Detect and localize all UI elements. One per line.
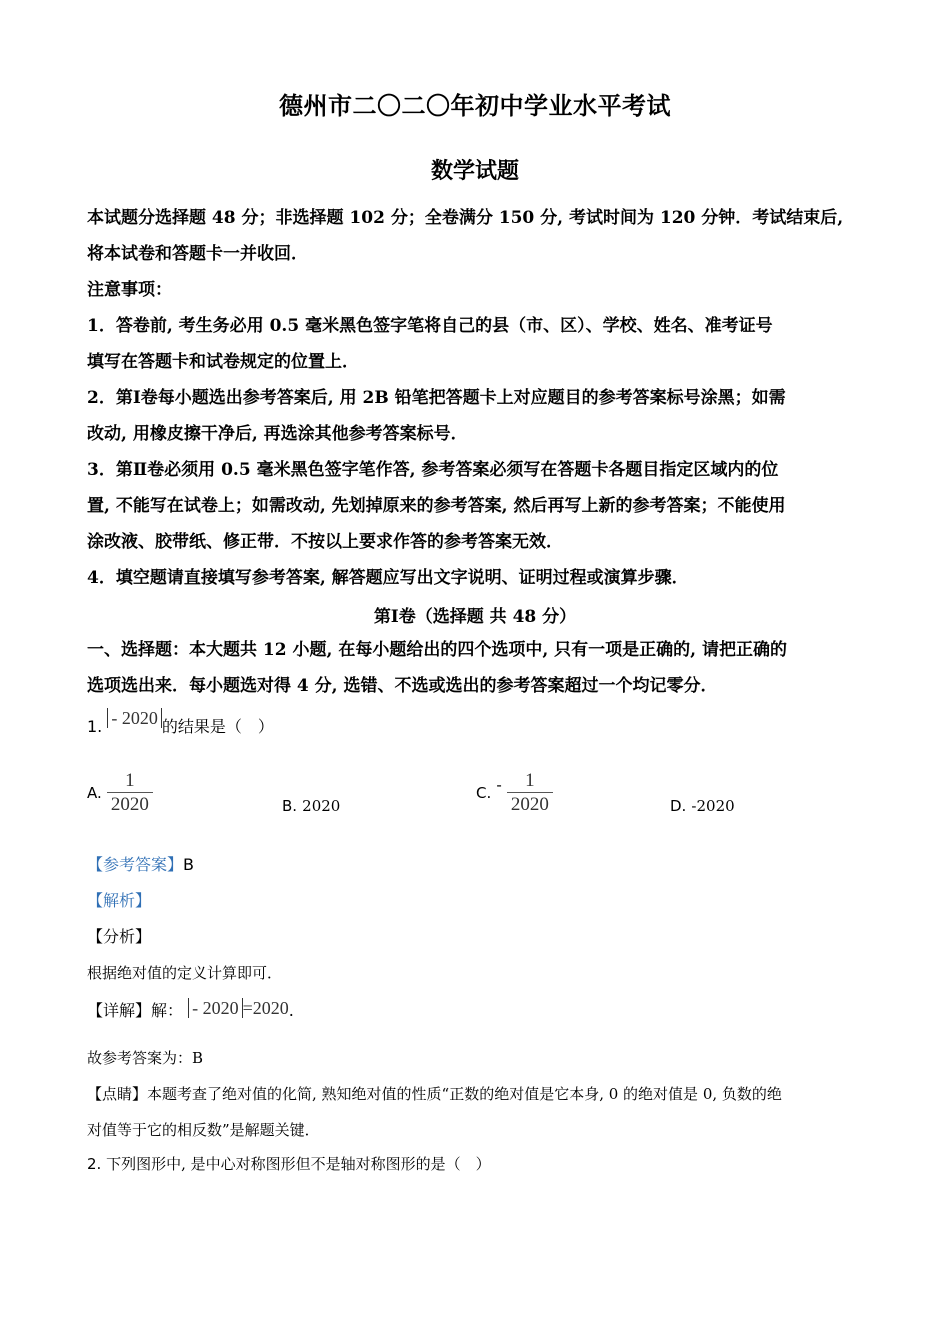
intro-paragraph — [87, 200, 872, 272]
option-a-denominator: 2020 — [107, 792, 153, 817]
question-2 — [87, 1153, 491, 1174]
question-1 — [87, 708, 274, 737]
comment-block — [87, 1076, 872, 1148]
question-1-expression: - 2020 — [107, 708, 162, 728]
question-2-number: 2. — [87, 1155, 102, 1173]
option-c-sign: - — [496, 775, 502, 794]
detail-tag: 【详解】解： — [87, 1001, 184, 1020]
page-title: 德州市二〇二〇年初中学业水平考试 — [279, 91, 671, 120]
part-title: 第Ⅰ卷（选择题 共 48 分） — [373, 607, 577, 627]
note-1-line-1: 1．答卷前, 考生务必用 0.5 毫米黑色签字笔将自己的县（市、区）、学校、姓名、准考证号 — [87, 316, 773, 336]
answer-line — [87, 847, 872, 883]
notes-block — [87, 272, 872, 596]
option-d-value: -2020 — [691, 797, 735, 815]
question-2-text: 下列图形中, 是中心对称图形但不是轴对称图形的是（ ） — [106, 1155, 491, 1173]
comment-line-2: 对值等于它的相反数”是解题关键． — [87, 1121, 320, 1139]
option-b[interactable] — [282, 796, 340, 815]
section-heading-line-1: 一、选择题：本大题共 12 小题, 在每小题给出的四个选项中, 只有一项是正确的, 请把正确的 — [87, 640, 788, 660]
conclusion: 故参考答案为：B — [87, 1049, 204, 1067]
option-c-label: C. — [476, 784, 492, 802]
option-c-fraction — [507, 770, 553, 817]
option-b-value: 2020 — [302, 797, 341, 815]
note-1-line-2: 填写在答题卡和试卷规定的位置上． — [87, 352, 359, 372]
option-a-fraction — [107, 770, 153, 817]
option-a-label: A. — [87, 784, 102, 802]
option-c-numerator: 1 — [525, 770, 535, 791]
answer-value: B — [183, 855, 194, 874]
note-3-line-1: 3．第Ⅱ卷必须用 0.5 毫米黑色签字笔作答, 参考答案必须写在答题卡各题目指定区域内的位 — [87, 460, 779, 480]
intro-line-1: 本试题分选择题 48 分；非选择题 102 分；全卷满分 150 分, 考试时间为 120 分钟．考试结束后, — [87, 208, 844, 228]
comment-line-1: 【点睛】本题考查了绝对值的化简, 熟知绝对值的性质“正数的绝对值是它本身, 0 的绝对值是 0, 负数的绝 — [87, 1085, 782, 1103]
option-a[interactable] — [87, 770, 153, 817]
option-b-label: B. — [282, 797, 298, 815]
fenxi-text: 根据绝对值的定义计算即可． — [87, 964, 283, 982]
analysis-tag: 【解析】 — [87, 891, 152, 910]
detail-result: =2020 — [242, 998, 289, 1018]
answer-block — [87, 847, 872, 991]
option-d-label: D. — [670, 797, 687, 815]
section-heading-line-2: 选项选出来．每小题选对得 4 分, 选错、不选或选出的参考答案超过一个均记零分． — [87, 676, 718, 696]
detail-abs-expression: - 2020 — [188, 998, 243, 1018]
option-c[interactable] — [476, 770, 553, 817]
note-2-line-1: 2．第Ⅰ卷每小题选出参考答案后, 用 2B 铅笔把答题卡上对应题目的参考答案标号涂黑；如需 — [87, 388, 786, 408]
option-d[interactable] — [670, 796, 735, 815]
intro-line-2: 将本试卷和答题卡一并收回． — [87, 244, 308, 264]
section-heading — [87, 632, 872, 704]
notes-heading: 注意事项： — [87, 280, 172, 300]
fenxi-tag: 【分析】 — [87, 927, 152, 946]
question-1-number: 1. — [87, 717, 103, 736]
detail-line — [87, 998, 294, 1021]
answer-tag: 【参考答案】 — [87, 855, 184, 874]
detail-end: . — [288, 1001, 294, 1020]
option-c-denominator: 2020 — [507, 792, 553, 817]
question-1-suffix: 的结果是（ ） — [161, 717, 274, 736]
note-4-line-1: 4．填空题请直接填写参考答案, 解答题应写出文字说明、证明过程或演算步骤． — [87, 568, 689, 588]
page-subtitle: 数学试题 — [430, 158, 519, 184]
option-a-numerator: 1 — [125, 770, 135, 791]
note-3-line-3: 涂改液、胶带纸、修正带．不按以上要求作答的参考答案无效． — [87, 532, 563, 552]
note-3-line-2: 置, 不能写在试卷上；如需改动, 先划掉原来的参考答案, 然后再写上新的参考答案；不能使用 — [87, 496, 786, 516]
note-2-line-2: 改动, 用橡皮擦干净后, 再选涂其他参考答案标号． — [87, 424, 468, 444]
